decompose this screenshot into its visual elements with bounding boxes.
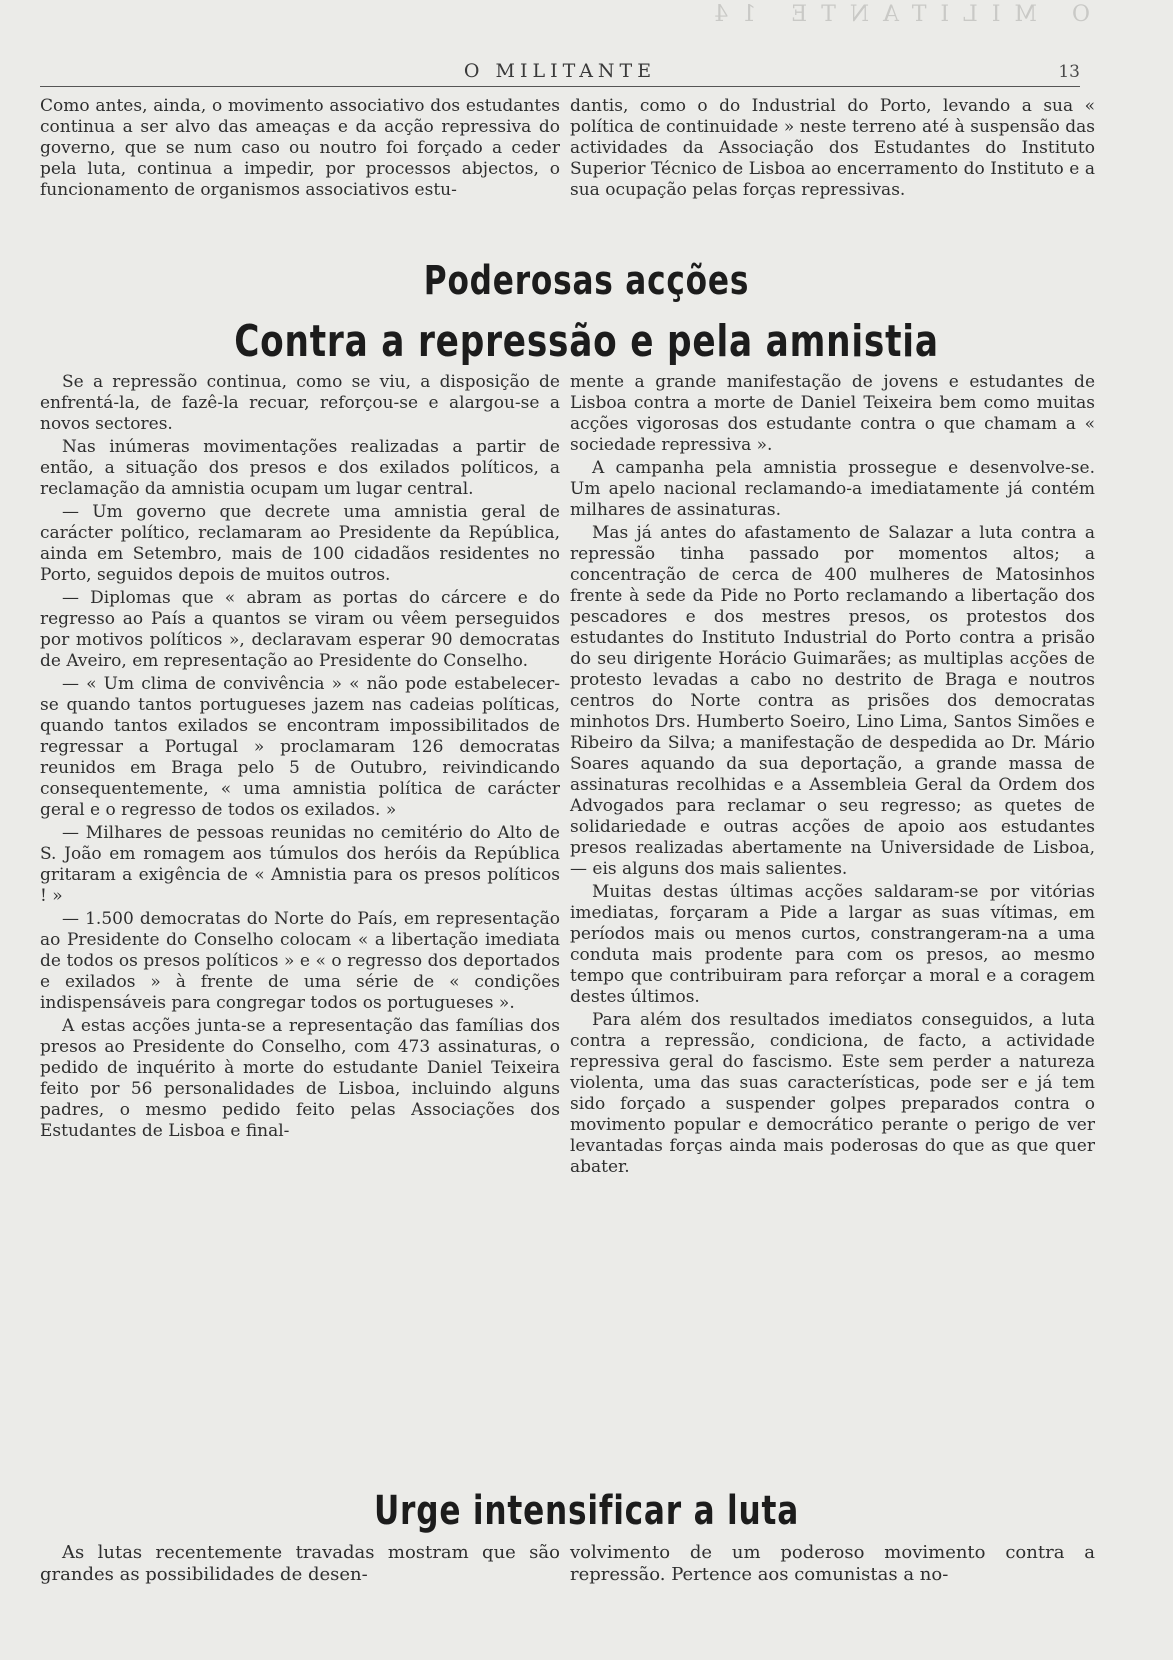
paragraph: Muitas destas últimas acções saldaram-se por vitórias imediatas, forçaram a Pide a largar as suas vítimas, em períodos mais ou menos curtos, constrangeram-na a uma conduta mais prodente para com os presos, ao mesmo tempo que contribuiram para reforçar a moral e a coragem destes últimos. xyxy=(570,882,1095,1007)
paragraph: A campanha pela amnistia prossegue e desenvolve-se. Um apelo nacional reclamando-a imediatamente já contém milhares de assinaturas. xyxy=(570,458,1095,520)
paragraph: Mas já antes do afastamento de Salazar a luta contra a repressão tinha passado por momentos altos; a concentração de cerca de 400 mulheres de Matosinhos frente à sede da Pide no Porto reclamando a libertação dos pescadores e dos mestres presos, os protestos dos estudantes do Instituto Industrial do Porto contra a prisão do seu dirigente Horácio Guimarães; as multiplas acções de protesto levadas a cabo no destrito de Braga e noutros centros do Norte contra as prisões dos democratas minhotos Drs. Humberto Soeiro, Lino Lima, Santos Simões e Ribeiro da Silva; a manifestação de despedida ao Dr. Mário Soares aquando da sua deportação, a grande massa de assinaturas recolhidas e a Assembleia Geral da Ordem dos Advogados para reclamar o seu regresso; as quetes de solidariedade e outras acções de apoio aos estudantes presos realizadas abertamente na Universidade de Lisboa, — eis alguns dos mais salientes. xyxy=(570,523,1095,879)
header-rule xyxy=(40,86,1080,87)
running-head xyxy=(40,60,1080,90)
bottom-column-left xyxy=(40,1542,560,1586)
paragraph: Para além dos resultados imediatos conseguidos, a luta contra a repressão, condiciona, de facto, a actividade repressiva geral do fascismo. Este sem perder a natureza violenta, uma das suas características, pode ser e já tem sido forçado a suspender golpes preparados contra o movimento popular e democrático perante o perigo de ver levantadas forças ainda mais poderosas do que as que quer abater. xyxy=(570,1010,1095,1177)
paragraph: As lutas recentemente travadas mostram que são grandes as possibilidades de desen- xyxy=(40,1542,560,1585)
top-column-left xyxy=(40,96,560,201)
paragraph: dantis, como o do Industrial do Porto, levando a sua « política de continuidade » neste terreno até à suspensão das actividades da Associação dos Estudantes do Instituto Superior Técnico de Lisboa ao encerramento do Instituto e a sua ocupação pelas forças repressivas. xyxy=(570,96,1095,200)
headline-urge-intensificar: Urge intensificar a luta xyxy=(373,1488,800,1534)
paragraph: — « Um clima de convivência » « não pode estabelecer-se quando tantos portugueses jazem nas cadeias políticas, quando tantos exilados se encontram impossibilitados de regressar a Portugal » proclamaram 126 democratas reunidos em Braga pelo 5 de Outubro, reivindicando consequentemente, « uma amnistia política de carácter geral e o regresso de todos os exilados. » xyxy=(40,674,560,820)
paragraph: — 1.500 democratas do Norte do País, em representação ao Presidente do Conselho colocam « a libertação imediata de todos os presos políticos » e « o regresso dos deportados e exilados » à frente de uma série de « condições indispensáveis para congregar todos os portugueses ». xyxy=(40,909,560,1013)
headline-contra-a-repressao: Contra a repressão e pela amnistia xyxy=(234,316,939,367)
headline-poderosas-accoes: Poderosas acções xyxy=(423,258,750,304)
paragraph: — Um governo que decrete uma amnistia geral de carácter político, reclamaram ao Presidente da República, ainda em Setembro, mais de 100 cidadãos residentes no Porto, seguidos depois de muitos outros. xyxy=(40,502,560,585)
paragraph: — Diplomas que « abram as portas do cárcere e do regresso ao País a quantos se viram ou vêem perseguidos por motivos políticos », declaravam esperar 90 democratas de Aveiro, em representação ao Presidente do Conselho. xyxy=(40,588,560,671)
publication-title: O MILITANTE xyxy=(463,60,657,82)
paragraph: volvimento de um poderoso movimento contra a repressão. Pertence aos comunistas a no- xyxy=(570,1542,1095,1585)
article-column-left xyxy=(40,372,560,1142)
paragraph: Se a repressão continua, como se viu, a disposição de enfrentá-la, de fazê-la recuar, reforçou-se e alargou-se a novos sectores. xyxy=(40,372,560,434)
paragraph: mente a grande manifestação de jovens e estudantes de Lisboa contra a morte de Daniel Teixeira bem como muitas acções vigorosas dos estudante contra o que chamam a « sociedade repressiva ». xyxy=(570,372,1095,455)
bottom-column-right xyxy=(570,1542,1095,1586)
paragraph: A estas acções junta-se a representação das famílias dos presos ao Presidente do Conselho, com 473 assinaturas, o pedido de inquérito à morte do estudante Daniel Teixeira feito por 56 personalidades de Lisboa, incluindo alguns padres, o mesmo pedido feito pelas Associações dos Estudantes de Lisboa e final- xyxy=(40,1016,560,1141)
paragraph: — Milhares de pessoas reunidas no cemitério do Alto de S. João em romagem aos túmulos dos heróis da República gritaram a exigência de « Amnistia para os presos políticos ! » xyxy=(40,823,560,906)
bleed-through-text: O MILITANTE 14 xyxy=(700,2,1090,27)
paragraph: Nas inúmeras movimentações realizadas a partir de então, a situação dos presos e dos exilados políticos, a reclamação da amnistia ocupam um lugar central. xyxy=(40,437,560,499)
paragraph: Como antes, ainda, o movimento associativo dos estudantes continua a ser alvo das ameaças e da acção repressiva do governo, que se num caso ou noutro foi forçado a ceder pela luta, continua a impedir, por processos abjectos, o funcionamento de organismos associativos estu- xyxy=(40,96,560,200)
page-number: 13 xyxy=(1058,62,1080,82)
article-column-right xyxy=(570,372,1095,1178)
top-column-right xyxy=(570,96,1095,201)
